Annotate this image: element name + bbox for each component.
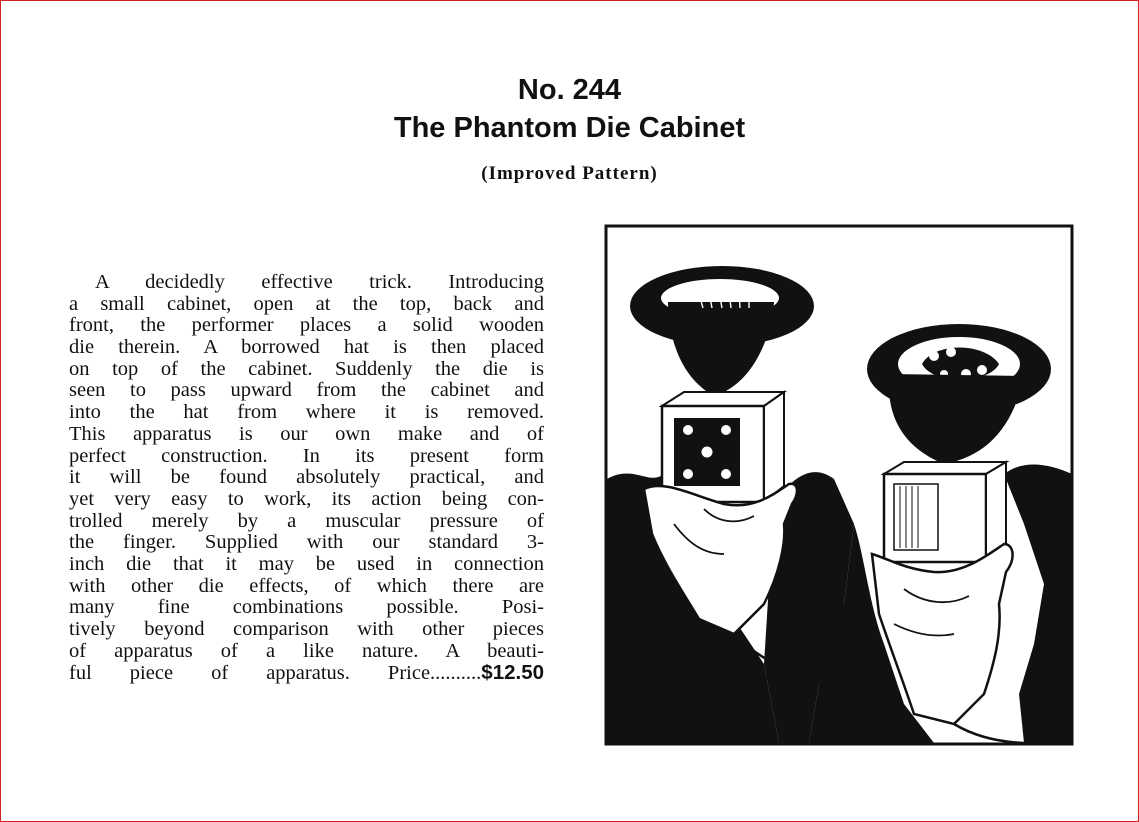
- description-line: of apparatus of a like nature. A beauti-: [69, 640, 544, 662]
- description-line: it will be found absolutely practical, and: [69, 467, 544, 489]
- description-line: many fine combinations possible. Posi-: [69, 597, 544, 619]
- description-line: die therein. A borrowed hat is then placed: [69, 337, 544, 359]
- description-line: seen to pass upward from the cabinet and: [69, 380, 544, 402]
- description-line: perfect construction. In its present form: [69, 445, 544, 467]
- last-line-text: ful piece of apparatus. Price..........: [69, 662, 482, 685]
- description-line: front, the performer places a solid wooden: [69, 315, 544, 337]
- description-last-line: [69, 662, 544, 684]
- description-line: This apparatus is our own make and of: [69, 423, 544, 445]
- phantom-die-cabinet-illustration: [604, 224, 1074, 746]
- description-line: inch die that it may be used in connection: [69, 553, 544, 575]
- description-line: tively beyond comparison with other pieces: [69, 619, 544, 640]
- description-line: on top of the cabinet. Suddenly the die is: [69, 358, 544, 380]
- description-line: A decidedly effective trick. Introducing: [95, 272, 544, 293]
- page-title: The Phantom Die Cabinet: [393, 112, 746, 144]
- description-paragraph: [69, 272, 544, 684]
- description-line: with other die effects, of which there are: [69, 575, 544, 597]
- description-line: yet very easy to work, its action being con-: [69, 488, 544, 510]
- page-subtitle: (Improved Pattern): [481, 163, 658, 184]
- description-line: trolled merely by a muscular pressure of: [69, 510, 544, 532]
- catalog-number: No. 244: [517, 74, 622, 106]
- description-line: the finger. Supplied with our standard 3-: [69, 532, 544, 554]
- description-line: a small cabinet, open at the top, back and: [69, 293, 544, 315]
- price-value: $12.50: [481, 662, 544, 685]
- description-line: into the hat from where it is removed.: [69, 402, 544, 424]
